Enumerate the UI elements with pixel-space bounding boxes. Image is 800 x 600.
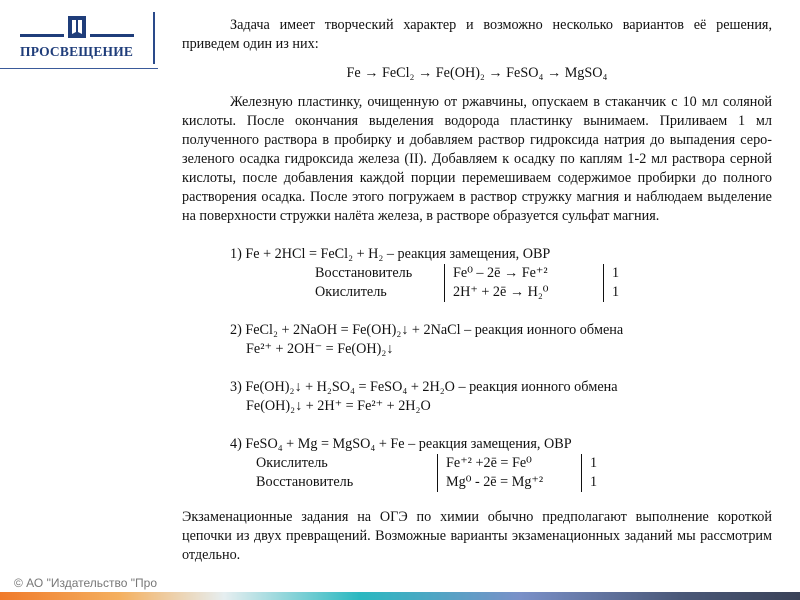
reaction-3-ionic: Fe(OH)₂↓ + 2H⁺ = Fe²⁺ + 2H₂O [246, 398, 431, 414]
reaction-3-equation: 3) Fe(OH)₂↓ + H₂SO₄ = FeSO₄ + 2H₂O – реакция ионного обмена [230, 379, 618, 395]
footer-gradient-bar [0, 592, 800, 600]
coefficient: 1 [581, 473, 597, 492]
intro-paragraph: Задача имеет творческий характер и возможно несколько вариантов её решения, приведем один из них: [182, 17, 772, 52]
header-divider [153, 12, 155, 64]
coefficient: 1 [603, 283, 619, 302]
logo-text: ПРОСВЕЩЕНИЕ [20, 44, 134, 59]
role-label: Окислитель [256, 455, 328, 471]
procedure-paragraph: Железную пластинку, очищенную от ржавчины, опускаем в стаканчик с 10 мл соляной кислоты. После окончания выделения водорода пластинку вынимаем. Приливаем 1 мл полученного раствора в пробирку и добавляем раствор гидроксида натрия до выпадения серо-зеленого осадка гидроксида железа (II). Добавляем к осадку по каплям 1-2 мл раствора серной кислоты, после добавления каждой порции перемешиваем содержимое пробирки до полного растворения осадка. После этого погружаем в раствор стружку магния и наблюдаем выделение на поверхности стружки налёта железа, в растворе образуется сульфат магния. [182, 94, 772, 224]
copyright-text: © АО "Издательство "Про [14, 576, 157, 590]
reaction-2-ionic: Fe²⁺ + 2OH⁻ = Fe(OH)₂↓ [246, 341, 394, 357]
half-reaction: Mg⁰ - 2ē = Mg⁺² [437, 473, 581, 492]
reaction-3 [182, 378, 772, 416]
reaction-1-equation: 1) Fe + 2HCl = FeCl₂ + H₂ – реакция замещения, ОВР [230, 246, 551, 262]
role-label: Восстановитель [315, 265, 413, 281]
header-underline [0, 68, 158, 69]
reaction-4 [182, 435, 772, 492]
reaction-2-equation: 2) FeCl₂ + 2NaOH = Fe(OH)₂↓ + 2NaCl – реакция ионного обмена [230, 322, 624, 338]
document-body [182, 16, 772, 565]
coefficient: 1 [603, 264, 619, 283]
transformation-chain: Fe → FeCl₂ → Fe(OH)₂ → FeSO₄ → MgSO₄ [346, 65, 608, 81]
reaction-2 [182, 321, 772, 359]
reaction-1 [182, 245, 772, 302]
coefficient: 1 [581, 454, 597, 473]
half-reaction: 2H⁺ + 2ē → H₂⁰ [444, 283, 603, 302]
conclusion-paragraph: Экзаменационные задания на ОГЭ по химии обычно предполагают выполнение короткой цепочки из двух превращений. Возможные варианты экзаменационных заданий мы рассмотрим отдельно. [182, 509, 772, 563]
role-label: Окислитель [315, 284, 387, 300]
half-reaction: Fe⁺² +2ē = Fe⁰ [437, 454, 581, 473]
role-label: Восстановитель [256, 474, 354, 490]
reaction-4-equation: 4) FeSO₄ + Mg = MgSO₄ + Fe – реакция замещения, ОВР [230, 436, 572, 452]
half-reaction: Fe⁰ – 2ē → Fe⁺² [444, 264, 603, 283]
